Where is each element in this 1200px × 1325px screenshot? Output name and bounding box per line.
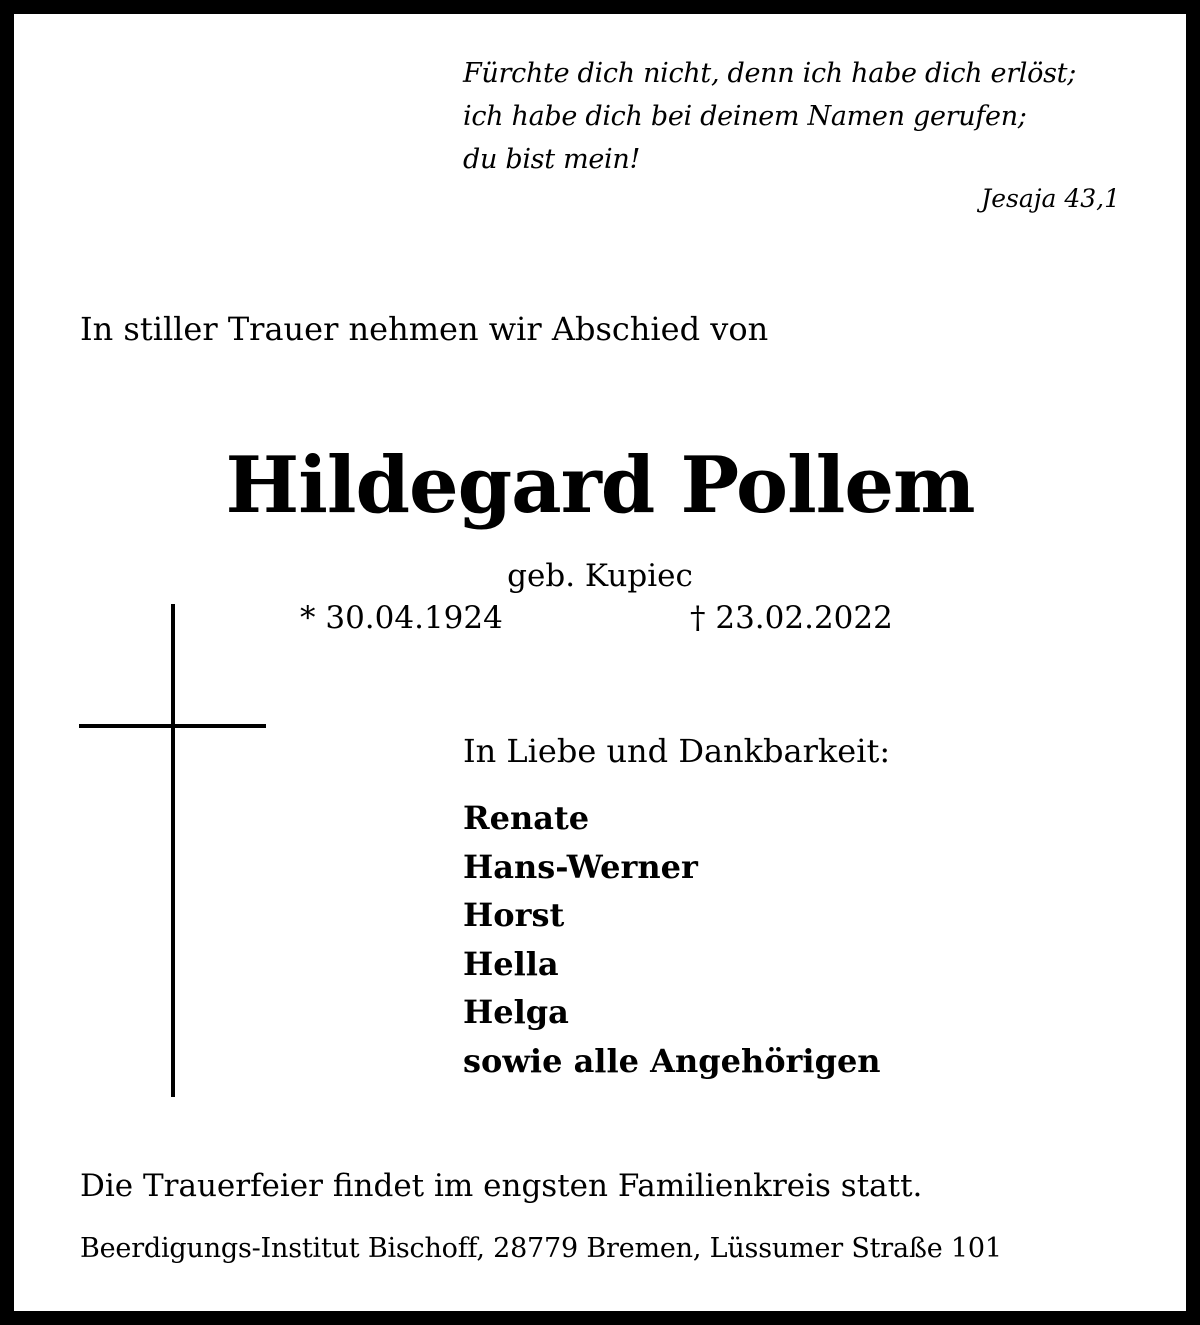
undertaker-info: Beerdigungs-Institut Bischoff, 28779 Bremen, Lüssumer Straße 101 xyxy=(80,1233,1002,1264)
bible-verse xyxy=(463,52,1143,181)
cross-horizontal-bar xyxy=(79,724,266,728)
ceremony-note: Die Trauerfeier findet im engsten Familienkreis statt. xyxy=(80,1168,923,1204)
verse-reference: Jesaja 43,1 xyxy=(981,184,1120,213)
mourner-name: Hella xyxy=(463,944,559,983)
verse-line: Fürchte dich nicht, denn ich habe dich erlöst; xyxy=(463,58,1076,89)
verse-line: du bist mein! xyxy=(463,144,641,175)
birth-date: * 30.04.1924 xyxy=(300,600,503,636)
mourner-name: Horst xyxy=(463,896,565,934)
intro-text: In stiller Trauer nehmen wir Abschied von xyxy=(80,310,769,348)
mourner-name: sowie alle Angehörigen xyxy=(463,1041,881,1080)
death-date: † 23.02.2022 xyxy=(690,600,893,636)
mourner-name: Helga xyxy=(463,993,569,1031)
thanks-heading: In Liebe und Dankbarkeit: xyxy=(463,732,891,770)
mourner-name: Renate xyxy=(463,799,590,837)
mourner-name: Hans-Werner xyxy=(463,847,698,886)
deceased-name: Hildegard Pollem xyxy=(225,440,975,531)
cross-vertical-bar xyxy=(171,604,175,1097)
verse-line: ich habe dich bei deinem Namen gerufen; xyxy=(463,101,1027,132)
maiden-name: geb. Kupiec xyxy=(507,558,693,594)
mourners-list xyxy=(463,794,881,1085)
